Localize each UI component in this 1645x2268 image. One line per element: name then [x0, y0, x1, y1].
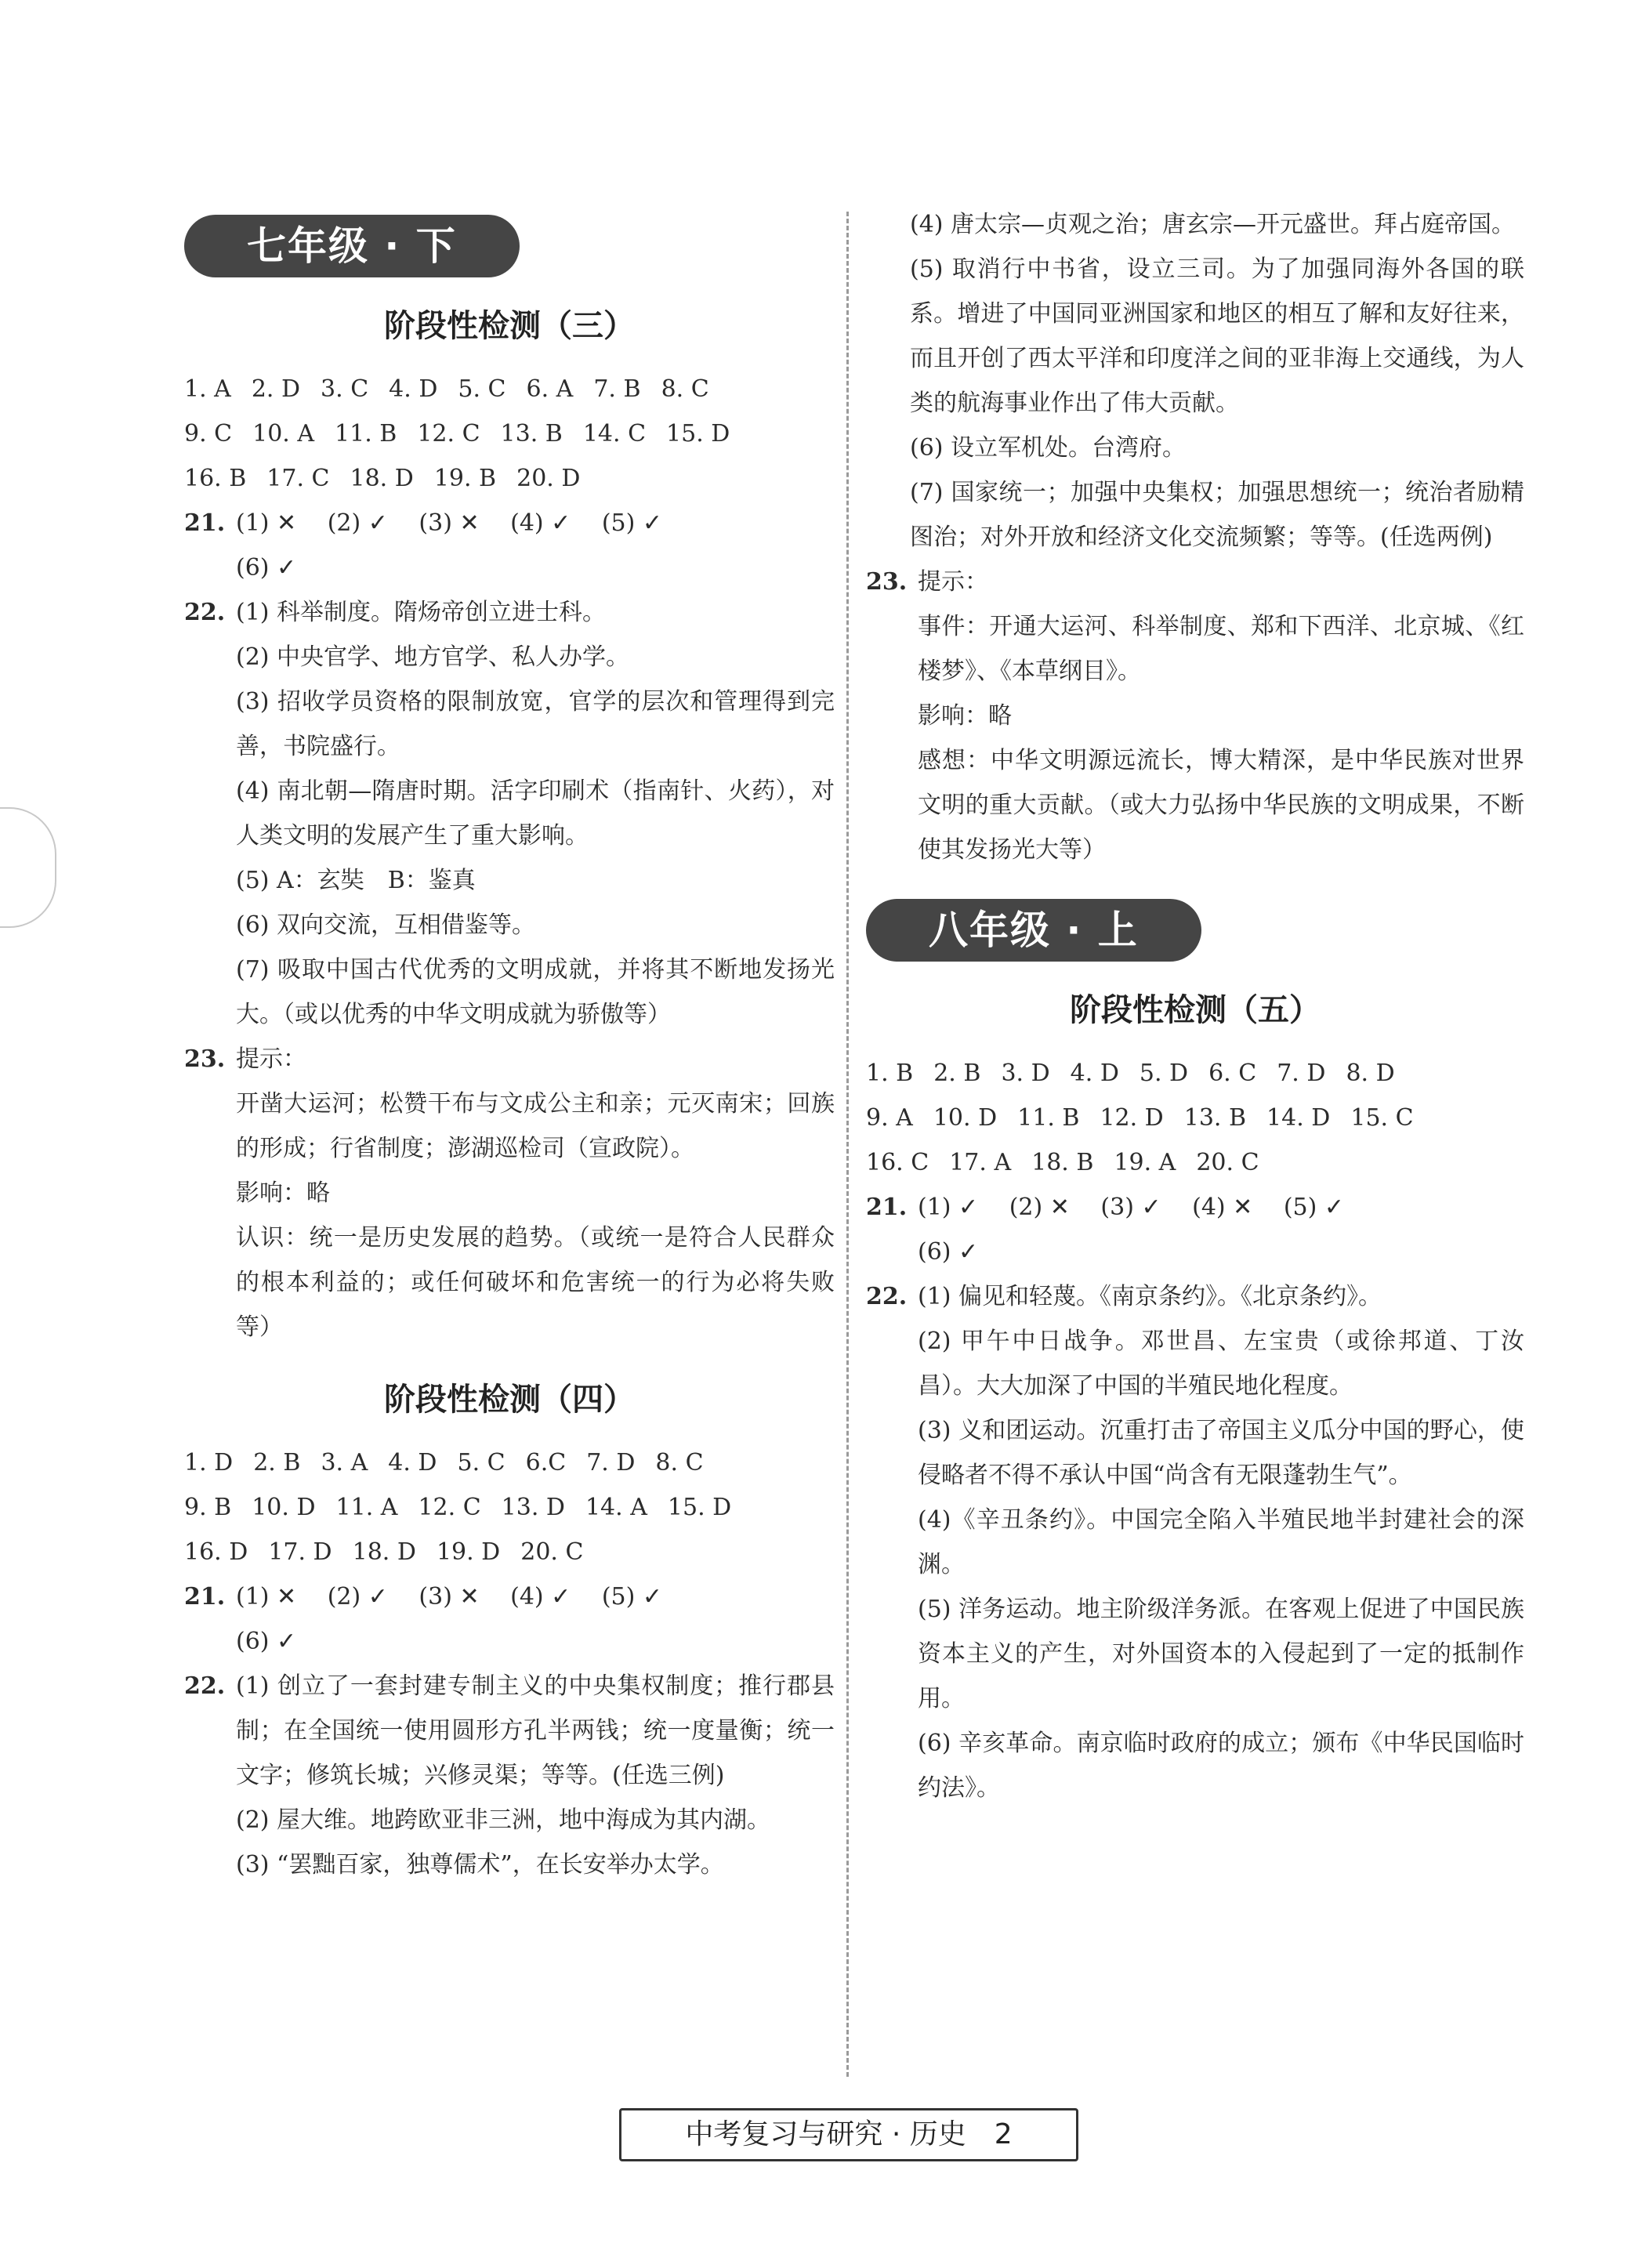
page-footer: 中考复习与研究 · 历史 2 — [619, 2108, 1078, 2161]
question-21: 21. (1) ✓ (2) ✕ (3) ✓ (4) ✕ (5) ✓ (6) ✓ — [866, 1194, 1344, 1266]
mc-row: 1. A 2. D 3. C 4. D 5. C 6. A 7. B 8. C — [184, 375, 709, 403]
section-title-5: 阶段性检测（五） — [1070, 992, 1321, 1028]
mc-row: 16. C 17. A 18. B 19. A 20. C — [866, 1149, 1259, 1176]
right-column — [866, 202, 1524, 1810]
grade-banner-7-down: 七年级 · 下 — [184, 215, 520, 277]
answer-line: (4) 唐太宗—贞观之治；唐玄宗—开元盛世。拜占庭帝国。 — [910, 211, 1516, 238]
mc-row: 1. B 2. B 3. D 4. D 5. D 6. C 7. D 8. D — [866, 1060, 1395, 1087]
question-23: 23. 提示： 开凿大运河；松赞干布与文成公主和亲；元灭南宋；回族的形成；行省制度；澎湖巡检司（宣政院）。 影响：略 认识：统一是历史发展的趋势。（或统一是符合人民群众的根本利益的；或任何破坏和危害统一的行为必将失败等） — [184, 1045, 835, 1341]
question-22: 22. (1) 科举制度。隋炀帝创立进士科。 (2) 中央官学、地方官学、私人办学。 (3) 招收学员资格的限制放宽，官学的层次和管理得到完善，书院盛行。 (4) 南北朝—隋唐时期。活字印刷术（指南针、火药），对人类文明的发展产生了重大影响。 (5) A：玄奘 B：鉴真 (6) 双向交流，互相借鉴等。 (7) 吸取中国古代优秀的文明成就，并将其不断地发扬光大。（或以优秀的中华文明成就为骄傲等） — [184, 599, 835, 1028]
question-23: 23. 提示： 事件：开通大运河、科举制度、郑和下西洋、北京城、《红楼梦》、《本草纲目》。 影响：略 感想：中华文明源远流长，博大精深，是中华民族对世界文明的重大贡献。（或大力弘扬中华民族的文明成果，不断使其发扬光大等） — [866, 568, 1524, 864]
question-22: 22. (1) 偏见和轻蔑。《南京条约》。《北京条约》。 (2) 甲午中日战争。邓世昌、左宝贵（或徐邦道、丁汝昌）。大大加深了中国的半殖民地化程度。 (3) 义和团运动。沉重打击了帝国主义瓜分中国的野心，使侵略者不得不承认中国“尚含有无限蓬勃生气”。 (4)《辛丑条约》。中国完全陷入半殖民地半封建社会的深渊。 (5) 洋务运动。地主阶级洋务派。在客观上促进了中国民族资本主义的产生，对外国资本的入侵起到了一定的抵制作用。 (6) 辛亥革命。南京临时政府的成立；颁布《中华民国临时约法》。 — [866, 1283, 1524, 1802]
mc-row: 9. A 10. D 11. B 12. D 13. B 14. D 15. C — [866, 1104, 1414, 1132]
mc-row: 16. D 17. D 18. D 19. D 20. C — [184, 1538, 584, 1566]
mc-row: 16. B 17. C 18. D 19. B 20. D — [184, 465, 581, 492]
answer-line: (5) 取消行中书省，设立三司。为了加强同海外各国的联系。增进了中国同亚洲国家和地区的相互了解和友好往来，而且开创了西太平洋和印度洋之间的亚非海上交通线，为人类的航海事业作出了伟大贡献。 — [910, 255, 1524, 417]
grade-banner-8-up: 八年级 · 上 — [866, 899, 1201, 962]
mc-row: 1. D 2. B 3. A 4. D 5. C 6.C 7. D 8. C — [184, 1449, 704, 1476]
column-divider — [846, 212, 849, 2077]
left-column — [184, 202, 835, 1887]
binding-stamp — [0, 807, 56, 928]
answer-line: (6) 设立军机处。台湾府。 — [910, 434, 1187, 462]
question-22: 22. (1) 创立了一套封建专制主义的中央集权制度；推行郡县制；在全国统一使用圆形方孔半两钱；统一度量衡；统一文字；修筑长城；兴修灵渠；等等。(任选三例) (2) 屋大维。地跨欧亚非三洲，地中海成为其内湖。 (3) “罢黜百家，独尊儒术”，在长安举办太学。 — [184, 1672, 835, 1879]
question-21: 21. (1) ✕ (2) ✓ (3) ✕ (4) ✓ (5) ✓ (6) ✓ — [184, 1583, 662, 1655]
answer-line: (7) 国家统一；加强中央集权；加强思想统一；统治者励精图治；对外开放和经济文化交流频繁；等等。(任选两例) — [910, 479, 1524, 551]
question-21: 21. (1) ✕ (2) ✓ (3) ✕ (4) ✓ (5) ✓ (6) ✓ — [184, 509, 662, 581]
section-title-4: 阶段性检测（四） — [384, 1382, 635, 1418]
mc-row: 9. C 10. A 11. B 12. C 13. B 14. C 15. D — [184, 420, 730, 447]
mc-row: 9. B 10. D 11. A 12. C 13. D 14. A 15. D — [184, 1494, 732, 1521]
section-title-3: 阶段性检测（三） — [384, 308, 635, 344]
